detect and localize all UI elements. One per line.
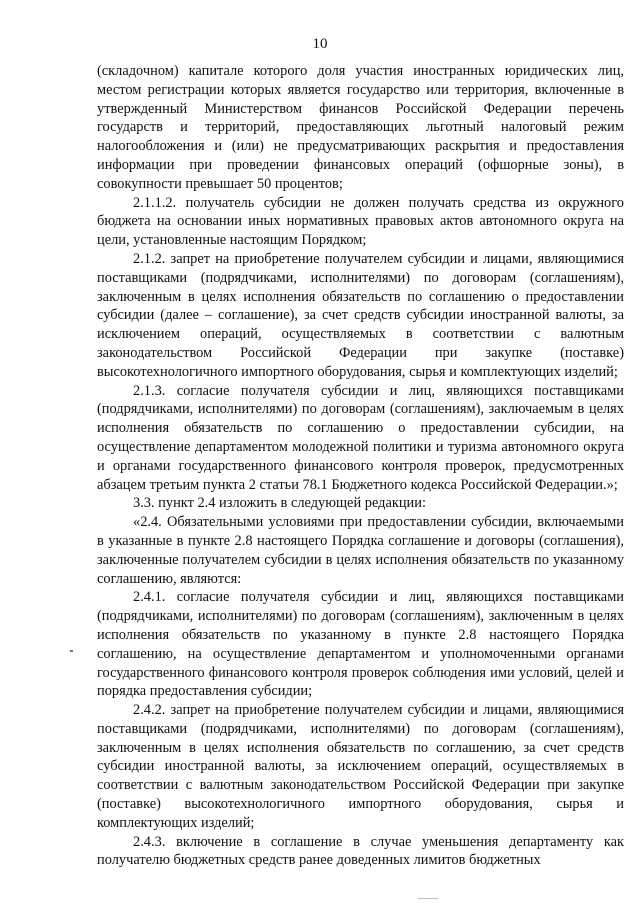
paragraph-2-4-2: 2.4.2. запрет на приобретение получателем субсидии и лицами, являющимися поставщиками (подрядчиками, исполнителями) по договорам (соглашениям), заключенным в целях исполнения обязательств по соглашению, за счет средств субсидии иностранной валюты, за исключением операций, осуществляемых в соответствии с валютным законодательством Российской Федерации при закупке (поставке) высокотехнологичного импортного оборудования, сырья и комплектующих изделий; xyxy=(97,702,624,831)
scan-speck xyxy=(418,898,438,899)
paragraph-2-4: «2.4. Обязательными условиями при предоставлении субсидии, включаемыми в указанные в пункте 2.8 настоящего Порядка соглашение и договоры (соглашения), заключенные получателем субсидии в целях исполнения обязательств по указанному соглашению, являются: xyxy=(97,514,624,587)
scan-speck xyxy=(70,650,73,652)
paragraph-2-1-3: 2.1.3. согласие получателя субсидии и лиц, являющихся поставщиками (подрядчиками, исполнителями) по договорам (соглашениям), заключаемым в целях исполнения обязательств по соглашению о предоставлении субсидии, на осуществление департаментом молодежной политики и туризма автономного округа и органами государственного финансового контроля проверок, предусмотренных абзацем третьим пункта 2 статьи 78.1 Бюджетного кодекса Российской Федерации.»; xyxy=(97,382,624,493)
document-body xyxy=(97,62,624,870)
paragraph-2-1-1-2: 2.1.1.2. получатель субсидии не должен получать средства из окружного бюджета на основании иных нормативных правовых актов автономного округа на цели, установленные настоящим Порядком; xyxy=(97,194,624,249)
paragraph-2-4-3: 2.4.3. включение в соглашение в случае уменьшения департаменту как получателю бюджетных средств ранее доведенных лимитов бюджетных xyxy=(97,833,624,869)
paragraph-3-3: 3.3. пункт 2.4 изложить в следующей редакции: xyxy=(133,495,426,512)
page-number: 10 xyxy=(312,36,328,52)
paragraph-2-1-2: 2.1.2. запрет на приобретение получателем субсидии и лицами, являющимися поставщиками (подрядчиками, исполнителями) по договорам (соглашениям), заключенным в целях исполнения обязательств по соглашению о предоставлении субсидии (далее – соглашение), за счет средств субсидии иностранной валюты, за исключением операций, осуществляемых в соответствии с валютным законодательством Российской Федерации при закупке (поставке) высокотехнологичного импортного оборудования, сырья и комплектующих изделий; xyxy=(97,250,624,380)
paragraph-continuation: (складочном) капитале которого доля участия иностранных юридических лиц, местом регистрации которых является государство или территория, включенные в утвержденный Министерством финансов Российской Федерации перечень государств и территорий, предоставляющих льготный налоговый режим налогообложения и (или) не предусматривающих раскрытия и предоставления информации при проведении финансовых операций (офшорные зоны), в совокупности превышает 50 процентов; xyxy=(97,63,624,192)
paragraph-2-4-1: 2.4.1. согласие получателя субсидии и лиц, являющихся поставщиками (подрядчиками, исполнителями) по договорам (соглашениям), заключенным в целях исполнения обязательств по указанному в пункте 2.8 настоящего Порядка соглашению, на осуществление департаментом и уполномоченными органами государственного финансового контроля проверок соблюдения ими условий, целей и порядка предоставления субсидии; xyxy=(97,589,624,700)
